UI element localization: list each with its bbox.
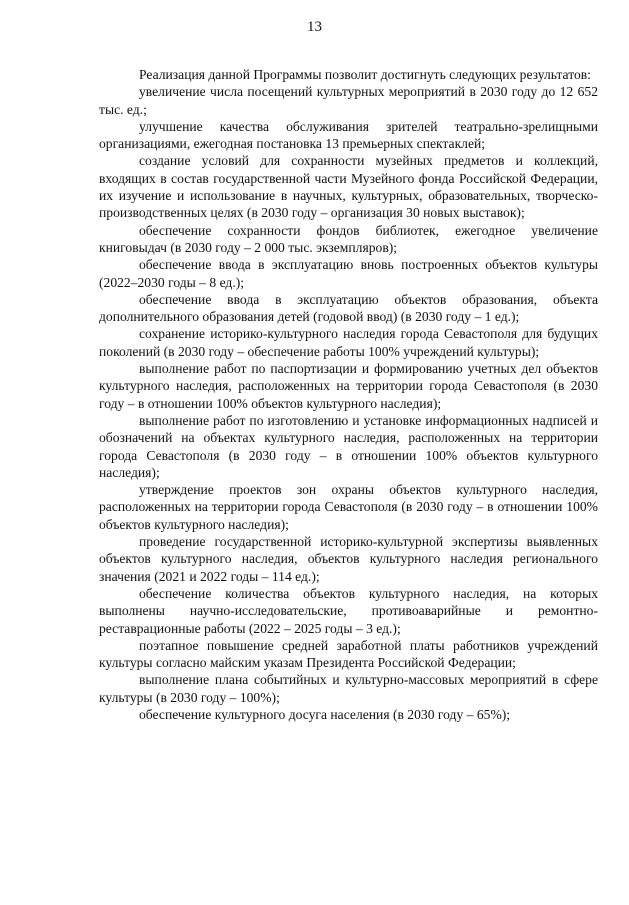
paragraph-item: поэтапное повышение средней заработной платы работников учреждений культуры согласно майским указам Президента Российской Федерации;: [99, 637, 598, 671]
paragraph-item: выполнение плана событийных и культурно-массовых мероприятий в сфере культуры (в 2030 году – 100%);: [99, 672, 598, 705]
paragraph-item: проведение государственной историко-культурной экспертизы выявленных объектов культурного наследия, объектов культурного наследия регионального значения (2021 и 2022 годы – 114 ед.);: [99, 534, 598, 584]
paragraph-item: обеспечение культурного досуга населения (в 2030 году – 65%);: [139, 706, 511, 722]
paragraph-intro: Реализация данной Программы позволит достигнуть следующих результатов:: [139, 67, 591, 82]
paragraph-item: обеспечение количества объектов культурного наследия, на которых выполнены научно-исследовательские, противоаварийные и ремонтно-реставрационные работы (2022 – 2025 годы – 3 ед.);: [99, 585, 598, 636]
paragraph-item: обеспечение ввода в эксплуатацию вновь построенных объектов культуры (2022–2030 годы – 8 ед.);: [99, 257, 598, 290]
paragraph-item: создание условий для сохранности музейных предметов и коллекций, входящих в состав государственной части Музейного фонда Российской Федерации, их изучение и использование в научных, культурных, образовательных, творческо-производственных целях (в 2030 году – организация 30 новых выставок);: [99, 153, 598, 221]
paragraph-item: сохранение историко-культурного наследия города Севастополя для будущих поколений (в 2030 году – обеспечение работы 100% учреждений культуры);: [99, 326, 598, 359]
paragraph-item: обеспечение ввода в эксплуатацию объектов образования, объекта дополнительного образования детей (годовой ввод) (в 2030 году – 1 ед.);: [99, 291, 598, 325]
page-number: 13: [307, 19, 322, 35]
paragraph-item: увеличение числа посещений культурных мероприятий в 2030 году до 12 652 тыс. ед.;: [99, 84, 598, 117]
paragraph-item: выполнение работ по паспортизации и формированию учетных дел объектов культурного наследия, расположенных на территории города Севастополя (в 2030 году – в отношении 100% объектов культурного наследия);: [99, 361, 598, 411]
paragraph-item: выполнение работ по изготовлению и установке информационных надписей и обозначений на объектах культурного наследия, расположенных на территории города Севастополя (в 2030 году – в отношении 100% объектов культурного наследия);: [99, 412, 598, 480]
paragraph-item: утверждение проектов зон охраны объектов культурного наследия, расположенных на территории города Севастополя (в 2030 году – в отношении 100% объектов культурного наследия);: [99, 482, 598, 532]
paragraph-item: улучшение качества обслуживания зрителей театрально-зрелищными организациями, ежегодная постановка 13 премьерных спектаклей;: [99, 118, 598, 152]
paragraph-item: обеспечение сохранности фондов библиотек, ежегодное увеличение книговыдач (в 2030 году – 2 000 тыс. экземпляров);: [99, 222, 598, 255]
document-body: [99, 66, 598, 723]
